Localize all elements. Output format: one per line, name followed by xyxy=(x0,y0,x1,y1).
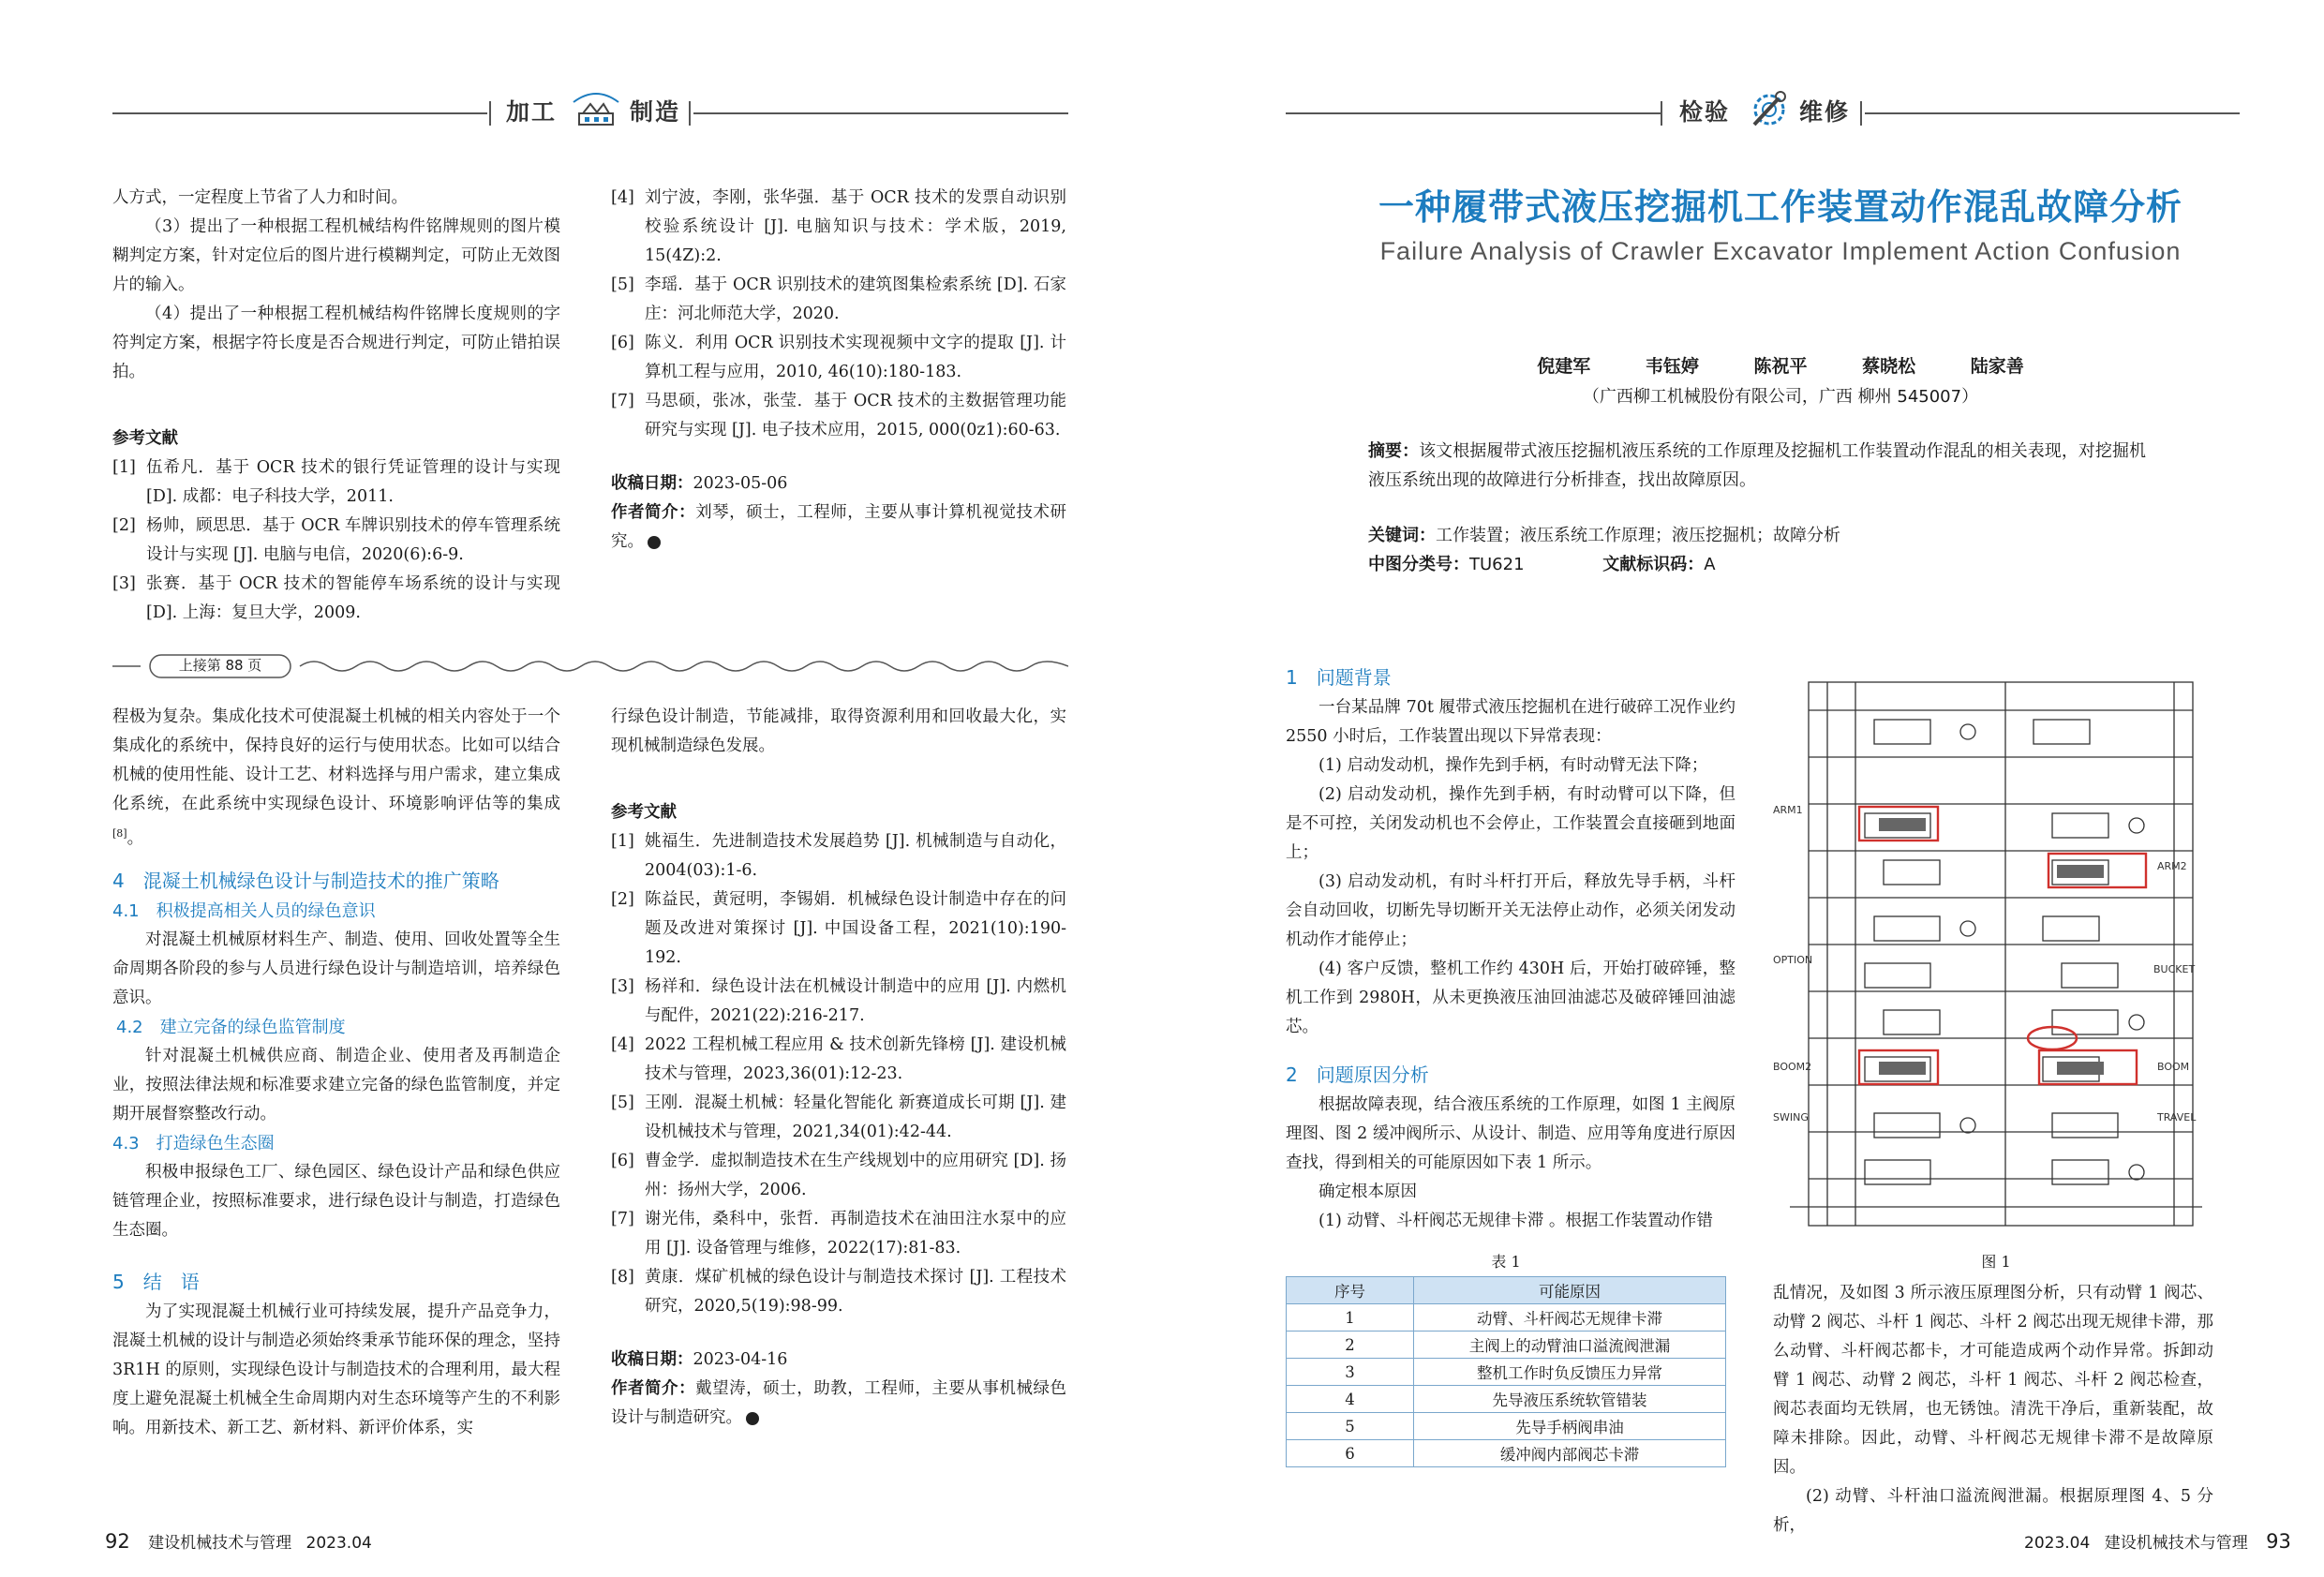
keywords xyxy=(1368,521,2146,550)
author-label: 作者简介： xyxy=(611,503,696,522)
received-date xyxy=(611,469,1066,498)
section-heading-5: 5 结 语 xyxy=(112,1270,200,1293)
author-label: 作者简介： xyxy=(611,1379,696,1398)
reference-number: [4] xyxy=(611,188,634,207)
author-name: 倪建军 xyxy=(1537,356,1591,377)
reference-text: 马思硕，张冰，张莹．基于 OCR 技术的主数据管理功能研究与实现 [J]. 电子技术应用，2015, 000(0z1):60-63. xyxy=(645,392,1066,439)
author-name: 蔡晓松 xyxy=(1862,356,1916,377)
table-cell: 1 xyxy=(1287,1304,1414,1332)
doc-code-value: A xyxy=(1704,555,1716,574)
paragraph: （4）提出了一种根据工程机械结构件铭牌长度规则的字符判定方案，根据字符长度是否合规进行判定，可防止错拍误拍。 xyxy=(112,305,560,381)
reference-item xyxy=(112,570,560,628)
continue-label: 上接第 88 页 xyxy=(178,657,262,674)
list-item: (1) 启动发动机，操作先到手柄，有时动臂无法下降； xyxy=(1318,756,1708,775)
reference-text: 曹金学．虚拟制造技术在生产线规划中的应用研究 [D]. 扬州：扬州大学，2006. xyxy=(645,1152,1066,1199)
reference-text: 张赛．基于 OCR 技术的智能停车场系统的设计与实现 [D]. 上海：复旦大学，2009. xyxy=(146,574,560,622)
section-heading-2: 2 问题原因分析 xyxy=(1286,1064,1429,1086)
left-header-tick-left xyxy=(489,101,491,126)
left-header-rule-left xyxy=(112,112,487,114)
references-heading: 参考文献 xyxy=(611,803,677,822)
reference-number: [2] xyxy=(112,516,136,535)
paragraph: 针对混凝土机械供应商、制造企业、使用者及再制造企业，按照法律法规和标准要求建立完备的绿色监管制度，并定期开展督察整改行动。 xyxy=(112,1046,560,1123)
reference-item xyxy=(112,454,560,512)
page-number: 93 xyxy=(2266,1530,2291,1553)
wrench-gear-icon xyxy=(1741,89,1797,130)
reference-item xyxy=(611,1031,1066,1089)
table-row xyxy=(1287,1386,1726,1413)
table-row xyxy=(1287,1440,1726,1467)
reference-item xyxy=(611,1205,1066,1263)
abstract-text: 该文根据履带式液压挖掘机液压系统的工作原理及挖掘机工作装置动作混乱的相关表现，对挖掘机液压系统出现的故障进行分析排查，找出故障原因。 xyxy=(1368,441,2147,490)
table-row xyxy=(1287,1332,1726,1359)
table-cell: 整机工作时负反馈压力异常 xyxy=(1414,1359,1726,1386)
reference-item xyxy=(611,973,1066,1031)
paragraph: 乱情况，及如图 3 所示液压原理图分析，只有动臂 1 阀芯、动臂 2 阀芯、斗杆 1 阀芯、斗杆 2 阀芯出现无规律卡滞，那么动臂、斗杆阀芯都卡，才可能造成两个动作异常。拆卸动臂 1 阀芯、动臂 2 阀芯，斗杆 1 阀芯、斗杆 2 阀芯检查，阀芯表面均无铁屑，也无锈蚀。清洗干净后，重新装配，故障未排除。因此，动臂、斗杆阀芯无规律卡滞不是故障原因。 xyxy=(1773,1284,2213,1477)
figure-label: SWING xyxy=(1773,1111,1809,1123)
journal-name: 建设机械技术与管理 xyxy=(2104,1534,2248,1553)
right-header-word-1: 检验 xyxy=(1679,98,1731,126)
left-bottom-column-1 xyxy=(112,703,560,1443)
author-bio xyxy=(611,498,1066,557)
reference-number: [1] xyxy=(112,458,136,477)
factory-icon xyxy=(568,89,624,130)
figure-label: TRAVEL xyxy=(2157,1111,2197,1123)
table-cell: 6 xyxy=(1287,1440,1414,1467)
reference-item xyxy=(611,1263,1066,1321)
doc-code-label: 文献标识码： xyxy=(1602,555,1705,574)
left-bottom-column-2 xyxy=(611,703,1066,1433)
paragraph: 人方式，一定程度上节省了人力和时间。 xyxy=(112,188,408,207)
paragraph: 为了实现混凝土机械行业可持续发展，提升产品竞争力，混凝土机械的设计与制造必须始终秉承节能环保的理念，坚持 3R1H 的原则，实现绿色设计与制造技术的合理利用，最大程度上避免混凝土机械全生命周期内对生态环境等产生的不利影响。用新技术、新工艺、新材料、新评价体系，实 xyxy=(112,1302,560,1437)
subsection-heading-4-1: 4.1 积极提高相关人员的绿色意识 xyxy=(112,900,376,921)
table-cell: 主阀上的动臂油口溢流阀泄漏 xyxy=(1414,1332,1726,1359)
citation: [8] xyxy=(112,827,127,840)
end-mark-icon xyxy=(746,1412,759,1425)
right-header-word-2: 维修 xyxy=(1799,98,1851,126)
author-value: 刘琴，硕士，工程师，主要从事计算机视觉技术研究。 xyxy=(611,503,1067,551)
reference-text: 刘宁波，李刚，张华强．基于 OCR 技术的发票自动识别校验系统设计 [J]. 电脑知识与技术：学术版，2019, 15(4Z):2. xyxy=(645,188,1066,265)
abstract-label: 摘要： xyxy=(1368,441,1420,461)
paragraph xyxy=(112,703,560,854)
reference-item xyxy=(112,512,560,570)
figure-label: ARM1 xyxy=(1773,804,1803,816)
table-header-cell: 序号 xyxy=(1287,1277,1414,1304)
left-footer xyxy=(105,1529,372,1553)
figure-label: BOOM2 xyxy=(1773,1061,1812,1073)
left-header-rule-right xyxy=(693,112,1068,114)
reference-number: [8] xyxy=(611,1268,634,1287)
figure-caption: 图 1 xyxy=(1981,1253,2011,1271)
list-item: (2) 启动发动机，操作先到手柄，有时动臂可以下降，但是不可控，关闭发动机也不会停止，工作装置会直接砸到地面上； xyxy=(1286,785,1736,862)
left-header-word-1: 加工 xyxy=(506,98,558,126)
affiliation: （广西柳工机械股份有限公司，广西 柳州 545007） xyxy=(1582,387,1979,407)
reference-number: [6] xyxy=(611,334,634,352)
list-item: (4) 客户反馈，整机工作约 430H 后，开始打破碎锤，整机工作到 2980H，从未更换液压油回油滤芯及破碎锤回油滤芯。 xyxy=(1286,960,1736,1036)
figure-label: BOOM xyxy=(2157,1061,2190,1073)
possible-causes-table xyxy=(1286,1276,1726,1467)
table-row xyxy=(1287,1304,1726,1332)
reference-number: [3] xyxy=(611,977,634,996)
article-title-english: Failure Analysis of Crawler Excavator Implement Action Confusion xyxy=(1379,237,2182,265)
reference-text: 王刚．混凝土机械：轻量化智能化 新赛道成长可期 [J]. 建设机械技术与管理，2021,34(01):42-44. xyxy=(645,1093,1066,1141)
table-row xyxy=(1287,1359,1726,1386)
right-header-tick-left xyxy=(1661,101,1662,126)
references-heading: 参考文献 xyxy=(112,429,178,448)
reference-number: [2] xyxy=(611,890,634,909)
reference-text: 2022 工程机械工程应用 & 技术创新先锋榜 [J]. 建设机械技术与管理，2023,36(01):12-23. xyxy=(645,1035,1066,1083)
reference-item xyxy=(611,387,1066,445)
reference-item xyxy=(611,885,1066,973)
paragraph: 对混凝土机械原材料生产、制造、使用、回收处置等全生命周期各阶段的参与人员进行绿色设计与制造培训，培养绿色意识。 xyxy=(112,930,560,1007)
right-footer xyxy=(2024,1529,2291,1553)
right-header-rule-left xyxy=(1286,112,1661,114)
left-header-tick-right xyxy=(689,101,691,126)
received-value: 2023-04-16 xyxy=(693,1350,788,1369)
received-value: 2023-05-06 xyxy=(693,474,788,493)
author-name: 韦钰婷 xyxy=(1645,356,1699,377)
reference-item xyxy=(611,1147,1066,1205)
reference-number: [6] xyxy=(611,1152,634,1170)
classification xyxy=(1368,550,2146,579)
reference-text: 杨祥和．绿色设计法在机械设计制造中的应用 [J]. 内燃机与配件，2021(22):216-217. xyxy=(645,977,1066,1025)
clc-value: TU621 xyxy=(1469,555,1525,574)
end-mark-icon xyxy=(648,536,661,549)
paragraph: 一台某品牌 70t 履带式液压挖掘机在进行破碎工况作业约 2550 小时后，工作装置出现以下异常表现： xyxy=(1286,698,1736,746)
figure-label: OPTION xyxy=(1773,954,1813,966)
table-cell: 2 xyxy=(1287,1332,1414,1359)
reference-number: [5] xyxy=(611,275,634,294)
paragraph: (2) 动臂、斗杆油口溢流阀泄漏。根据原理图 4、5 分析， xyxy=(1773,1487,2213,1535)
paragraph: 确定根本原因 xyxy=(1318,1183,1417,1201)
author-name: 陆家善 xyxy=(1970,356,2024,377)
reference-number: [5] xyxy=(611,1093,634,1112)
clc-label: 中图分类号： xyxy=(1368,555,1469,574)
left-top-column-1 xyxy=(112,184,560,628)
reference-item xyxy=(611,184,1066,271)
reference-number: [7] xyxy=(611,1210,634,1228)
right-column-2 xyxy=(1773,1279,2213,1540)
list-item: (3) 启动发动机，有时斗杆打开后，释放先导手柄，斗杆会自动回收，切断先导切断开关无法停止动作，必须关闭发动机动作才能停止； xyxy=(1286,872,1736,949)
paragraph-text: 程极为复杂。集成化技术可使混凝土机械的相关内容处于一个集成化的系统中，保持良好的运行与使用状态。比如可以结合机械的使用性能、设计工艺、材料选择与用户需求，建立集成化系统，在此系统中实现绿色设计、环境影响评估等的集成 xyxy=(112,707,560,813)
paragraph: (1) 动臂、斗杆阀芯无规律卡滞 。根据工作装置动作错 xyxy=(1318,1212,1713,1230)
reference-item xyxy=(611,827,1066,885)
table-cell: 4 xyxy=(1287,1386,1414,1413)
reference-item xyxy=(611,1089,1066,1147)
figure-label: BUCKET xyxy=(2153,963,2196,975)
section-heading-4: 4 混凝土机械绿色设计与制造技术的推广策略 xyxy=(112,869,499,892)
reference-text: 伍希凡．基于 OCR 技术的银行凭证管理的设计与实现 [D]. 成都：电子科技大学，2011. xyxy=(146,458,560,506)
reference-number: [4] xyxy=(611,1035,634,1054)
reference-number: [1] xyxy=(611,832,634,851)
reference-item xyxy=(611,329,1066,387)
figure-label: ARM2 xyxy=(2157,860,2187,872)
issue: 2023.04 xyxy=(2024,1534,2091,1553)
table-cell: 缓冲阀内部阀芯卡滞 xyxy=(1414,1440,1726,1467)
paragraph: 根据故障表现，结合液压系统的工作原理，如图 1 主阀原理图、图 2 缓冲阀所示、从设计、制造、应用等角度进行原因查找，得到相关的可能原因如下表 1 所示。 xyxy=(1286,1095,1736,1172)
author-list xyxy=(1368,352,2193,378)
subsection-heading-4-3: 4.3 打造绿色生态圈 xyxy=(112,1133,275,1153)
section-heading-1: 1 问题背景 xyxy=(1286,666,1392,689)
reference-item xyxy=(611,271,1066,329)
reference-number: [7] xyxy=(611,392,634,410)
author-bio xyxy=(611,1375,1066,1433)
reference-number: [3] xyxy=(112,574,136,593)
author-value: 戴望涛，硕士，助教，工程师，主要从事机械绿色设计与制造研究。 xyxy=(611,1379,1067,1427)
reference-text: 姚福生．先进制造技术发展趋势 [J]. 机械制造与自动化，2004(03):1-6. xyxy=(645,832,1066,880)
right-column-1 xyxy=(1286,662,1736,1236)
issue: 2023.04 xyxy=(305,1534,372,1553)
author-name: 陈祝平 xyxy=(1753,356,1808,377)
right-header-tick-right xyxy=(1860,101,1862,126)
table-title: 表 1 xyxy=(1491,1253,1521,1271)
table-row xyxy=(1287,1413,1726,1440)
table-header-row xyxy=(1287,1277,1726,1304)
paragraph: 积极申报绿色工厂、绿色园区、绿色设计产品和绿色供应链管理企业，按照标准要求，进行绿色设计与制造，打造绿色生态圈。 xyxy=(112,1162,560,1240)
reference-text: 黄康．煤矿机械的绿色设计与制造技术探讨 [J]. 工程技术研究，2020,5(19):98-99. xyxy=(645,1268,1066,1316)
received-label: 收稿日期： xyxy=(611,1350,693,1369)
table-cell: 先导液压系统软管错装 xyxy=(1414,1386,1726,1413)
table-cell: 5 xyxy=(1287,1413,1414,1440)
reference-text: 杨帅，顾思思．基于 OCR 车牌识别技术的停车管理系统设计与实现 [J]. 电脑与电信，2020(6):6-9. xyxy=(146,516,560,564)
page-number: 92 xyxy=(105,1530,130,1553)
table-cell: 动臂、斗杆阀芯无规律卡滞 xyxy=(1414,1304,1726,1332)
keywords-text: 工作装置；液压系统工作原理；液压挖掘机；故障分析 xyxy=(1436,526,1840,545)
reference-text: 陈义．利用 OCR 识别技术实现视频中文字的提取 [J]. 计算机工程与应用，2010, 46(10):180-183. xyxy=(645,334,1066,381)
paragraph: （3）提出了一种根据工程机械结构件铭牌规则的图片模糊判定方案，针对定位后的图片进行模糊判定，可防止无效图片的输入。 xyxy=(112,217,560,294)
table-cell: 先导手柄阀串油 xyxy=(1414,1413,1726,1440)
article-title: 一种履带式液压挖掘机工作装置动作混乱故障分析 xyxy=(1378,186,2182,228)
hydraulic-schematic-figure xyxy=(1771,673,2212,1244)
left-top-column-2 xyxy=(611,184,1066,557)
received-date xyxy=(611,1346,1066,1375)
received-label: 收稿日期： xyxy=(611,474,693,493)
table-header-cell: 可能原因 xyxy=(1414,1277,1726,1304)
table-cell: 3 xyxy=(1287,1359,1414,1386)
journal-name: 建设机械技术与管理 xyxy=(148,1534,292,1553)
keywords-label: 关键词： xyxy=(1368,526,1436,545)
paragraph-end: 。 xyxy=(127,828,144,848)
reference-text: 李瑶．基于 OCR 识别技术的建筑图集检索系统 [D]. 石家庄：河北师范大学，2020. xyxy=(645,275,1066,323)
right-header-rule-right xyxy=(1865,112,2240,114)
paragraph: 行绿色设计制造，节能减排，取得资源利用和回收最大化，实现机械制造绿色发展。 xyxy=(611,707,1066,755)
subsection-heading-4-2: 4.2 建立完备的绿色监管制度 xyxy=(116,1017,346,1037)
left-header-word-2: 制造 xyxy=(630,98,681,126)
reference-text: 谢光伟，桑科中，张哲．再制造技术在油田注水泵中的应用 [J]. 设备管理与维修，2022(17):81-83. xyxy=(645,1210,1066,1257)
reference-text: 陈益民，黄冠明，李锡娟．机械绿色设计制造中存在的问题及改进对策探讨 [J]. 中国设备工程，2021(10):190-192. xyxy=(645,890,1066,967)
abstract xyxy=(1368,437,2146,495)
